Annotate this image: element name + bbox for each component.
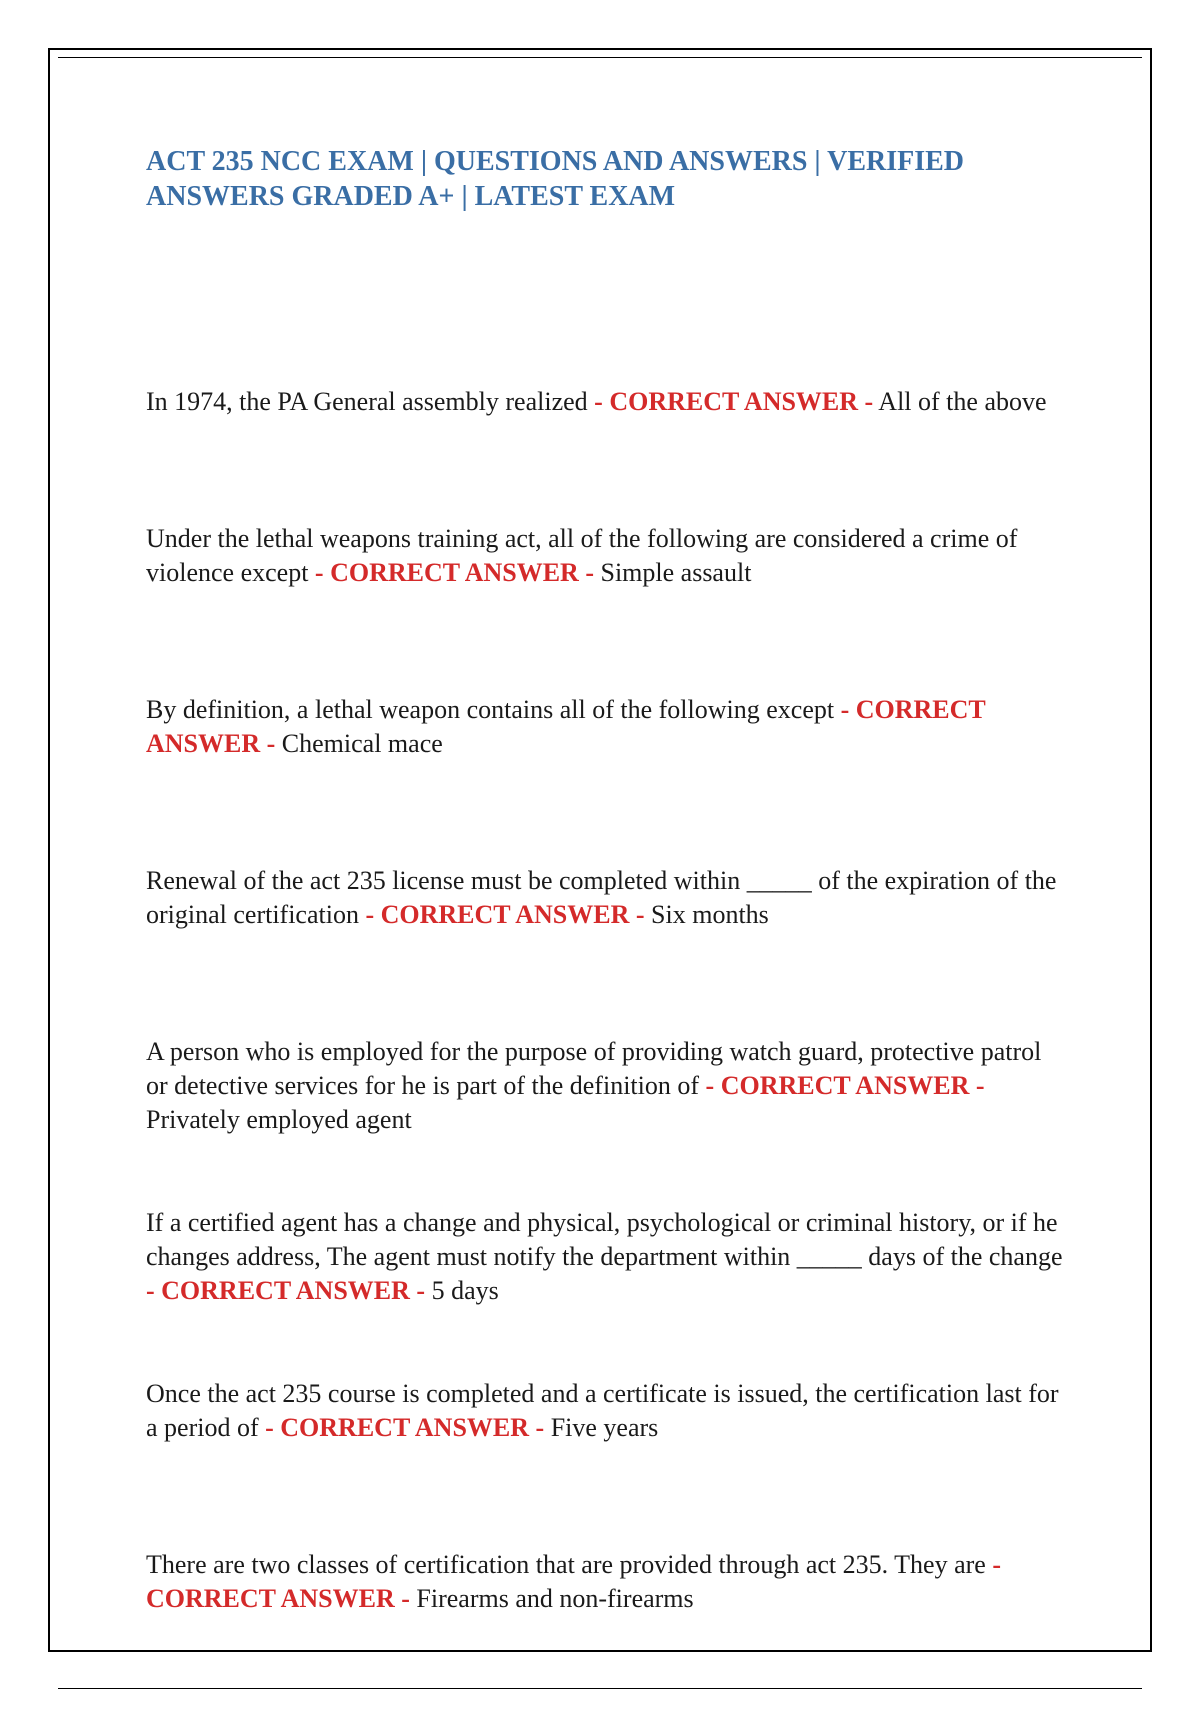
answer-text: Six months: [651, 900, 769, 929]
correct-answer-label: - CORRECT ANSWER -: [314, 558, 594, 587]
correct-answer-label: - CORRECT ANSWER -: [265, 1413, 545, 1442]
question-text: Once the act 235 course is completed and a certificate is issued, the certification last for a period of: [146, 1379, 1059, 1442]
qa-item: [146, 522, 1066, 590]
qa-item: [146, 693, 1066, 761]
document-title: ACT 235 NCC EXAM | QUESTIONS AND ANSWERS | VERIFIED ANSWERS GRADED A+ | LATEST EXAM: [146, 146, 965, 212]
correct-answer-label: - CORRECT ANSWER -: [365, 900, 645, 929]
qa-list: [146, 385, 1066, 1719]
answer-text: Firearms and non-firearms: [416, 1584, 694, 1613]
question-text: If a certified agent has a change and physical, psychological or criminal history, or if he changes address, The agent must notify the department within _____ days of the change: [146, 1208, 1063, 1271]
answer-text: All of the above: [878, 387, 1047, 416]
correct-answer-label: - CORRECT ANSWER -: [146, 1276, 426, 1305]
qa-item: [146, 864, 1066, 932]
qa-item: [146, 1206, 1066, 1308]
qa-item: [146, 1035, 1066, 1137]
qa-item: [146, 385, 1066, 419]
question-text: There are two classes of certification that are provided through act 235. They are: [146, 1550, 986, 1579]
answer-text: Simple assault: [600, 558, 752, 587]
correct-answer-label: - CORRECT ANSWER -: [705, 1071, 985, 1100]
question-text: By definition, a lethal weapon contains all of the following except: [146, 695, 835, 724]
question-text: A person who is employed for the purpose of providing watch guard, protective patrol or detective services for he is part of the definition of: [146, 1037, 1042, 1100]
top-rule: [58, 57, 1142, 58]
answer-text: Privately employed agent: [146, 1105, 412, 1134]
question-text: In 1974, the PA General assembly realized: [146, 387, 588, 416]
question-text: Renewal of the act 235 license must be completed within _____ of the expiration of the original certification: [146, 866, 1057, 929]
answer-text: Chemical mace: [281, 729, 443, 758]
bottom-rule: [58, 1688, 1142, 1689]
qa-item: [146, 1377, 1066, 1445]
correct-answer-label: - CORRECT ANSWER -: [146, 695, 986, 758]
correct-answer-label: - CORRECT ANSWER -: [594, 387, 874, 416]
answer-text: 5 days: [431, 1276, 499, 1305]
correct-answer-label: - CORRECT ANSWER -: [146, 1550, 1002, 1613]
question-text: Under the lethal weapons training act, all of the following are considered a crime of violence except: [146, 524, 1018, 587]
answer-text: Five years: [550, 1413, 659, 1442]
qa-item: [146, 1548, 1066, 1616]
